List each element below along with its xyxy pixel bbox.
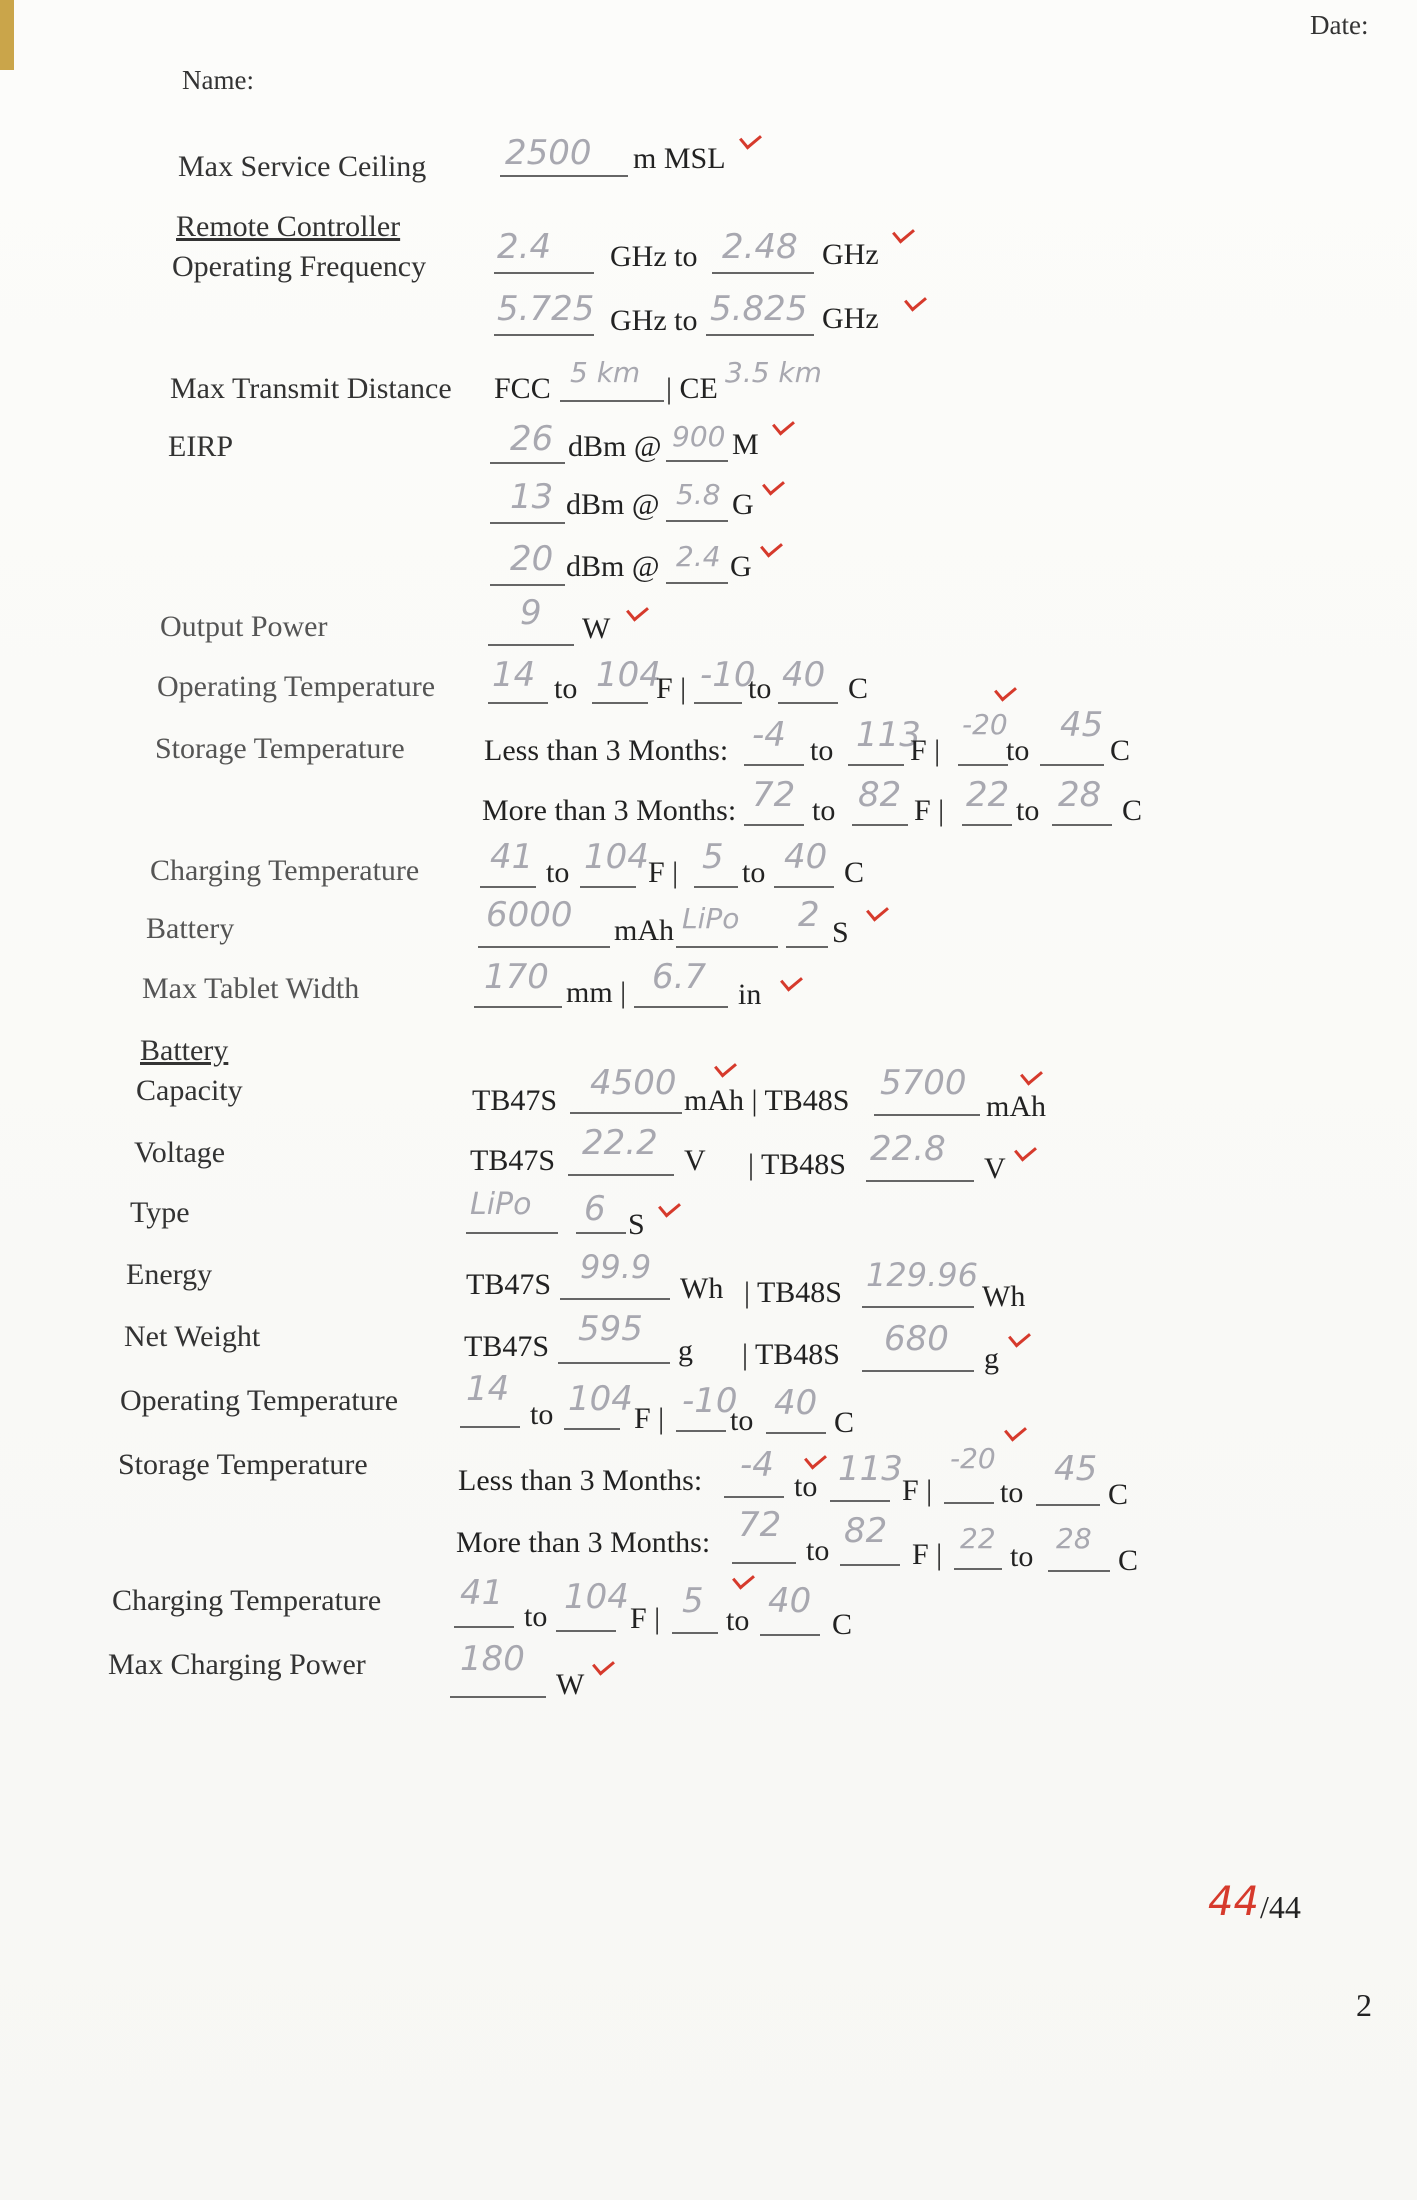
eirp2-blank [490,522,565,524]
s-unit: S [628,1208,645,1241]
b-operating-temperature-label: Operating Temperature [120,1384,399,1417]
freq2-start-answer: 5.725 [497,289,595,329]
b-st-lt-c1-blank [944,1502,994,1504]
eirp-label: EIRP [168,430,234,463]
max-charging-power-answer: 180 [460,1639,525,1679]
tablet-mm-blank [474,1006,562,1008]
net-weight-label: Net Weight [124,1320,261,1353]
more-than-3-months-label: More than 3 Months: [456,1526,711,1559]
st-mt-f2-blank [852,824,908,826]
b-op-c1-answer: -10 [682,1381,738,1421]
check-mark-icon [756,536,786,560]
b-charging-temperature-label: Charging Temperature [112,1584,382,1617]
b-op-f2-blank [564,1428,620,1430]
tb47s-label: TB47S [466,1268,552,1301]
freq1-start-blank [494,272,594,274]
to-label: to [806,1534,830,1567]
check-mark-icon [588,1654,618,1678]
b-st-mt-f2-answer: 82 [844,1511,888,1551]
eirp1-freq-blank [666,460,728,462]
max-service-ceiling-label: Max Service Ceiling [178,150,427,183]
b-op-c2-answer: 40 [774,1383,818,1423]
f-sep-label: F | [634,1402,665,1435]
b-ch-f1-blank [454,1626,514,1628]
check-mark-icon [862,900,892,924]
ch-c1-blank [694,886,738,888]
tb47s-label: TB47S [470,1144,556,1177]
battery-s-answer: 2 [798,895,820,935]
freq2-end-blank [706,334,814,336]
b-op-f1-blank [460,1426,520,1428]
eirp1-freq-answer: 900 [672,420,726,453]
m-unit: M [732,428,759,461]
to-label: to [554,672,578,705]
b-st-lt-f2-blank [830,1500,890,1502]
freq2-end-answer: 5.825 [710,289,808,329]
ghz-unit: GHz [822,238,879,271]
check-mark-icon [1004,1326,1034,1350]
tablet-mm-answer: 170 [484,957,549,997]
type-label: Type [130,1196,190,1229]
storage-temperature-label: Storage Temperature [155,732,405,765]
operating-frequency-label: Operating Frequency [172,250,427,283]
weight-48-blank [862,1370,974,1372]
freq2-start-blank [494,334,594,336]
b-st-mt-c1-answer: 22 [960,1522,996,1555]
b-type-s-answer: 6 [584,1189,606,1229]
st-mt-c2-answer: 28 [1058,775,1102,815]
st-lt-f1-answer: -4 [752,715,786,755]
output-power-blank [488,644,574,646]
check-mark-icon [735,128,765,152]
check-mark-icon [776,970,806,994]
ghz-to-label: GHz to [610,240,698,273]
to-label: to [524,1600,548,1633]
f-sep-label: F | [902,1474,933,1507]
c-unit: C [1122,794,1143,827]
st-lt-f2-answer: 113 [856,715,921,755]
less-than-3-months-label: Less than 3 Months: [458,1464,703,1497]
eirp2-freq-answer: 5.8 [676,478,721,511]
to-label: to [730,1404,754,1437]
b-ch-c2-blank [760,1634,820,1636]
freq1-end-blank [712,272,814,274]
op-temp-c2-blank [778,702,838,704]
operating-temperature-label: Operating Temperature [157,670,436,703]
in-unit: in [738,978,762,1011]
score-earned: 44 [1208,1879,1259,1925]
eirp3-blank [490,584,565,586]
ceiling-answer: 2500 [505,133,592,173]
c-unit: C [1118,1544,1139,1577]
wh-unit: Wh [680,1272,724,1305]
st-lt-f1-blank [744,764,804,766]
freq1-start-answer: 2.4 [497,227,552,267]
v-unit: V [684,1144,706,1177]
op-temp-c2-answer: 40 [782,655,826,695]
check-mark-icon [654,1196,684,1220]
f-sep-label: F | [630,1602,661,1635]
charging-temperature-label: Charging Temperature [150,854,420,887]
check-mark-icon [728,1568,758,1592]
battery-mah-answer: 6000 [486,895,573,935]
battery-label: Battery [146,912,235,945]
b-ch-c2-answer: 40 [768,1581,812,1621]
b-op-f1-answer: 14 [466,1369,510,1409]
eirp2-answer: 13 [510,477,554,517]
st-lt-c1-blank [958,764,1008,766]
cap-48-answer: 5700 [880,1063,967,1103]
b-storage-temperature-label: Storage Temperature [118,1448,368,1481]
fcc-blank [560,400,664,402]
to-label: to [726,1604,750,1637]
eirp3-freq-blank [666,582,728,584]
ch-c1-answer: 5 [702,837,724,877]
fcc-answer: 5 km [570,356,641,389]
c-unit: C [834,1406,855,1439]
b-st-mt-f1-answer: 72 [738,1505,782,1545]
op-temp-f1-answer: 14 [492,655,536,695]
voltage-label: Voltage [134,1136,226,1169]
tablet-in-answer: 6.7 [652,957,707,997]
to-label: to [530,1398,554,1431]
st-mt-c1-blank [962,824,1012,826]
battery-mah-blank [478,946,610,948]
tb48s-label: | TB48S [742,1338,840,1371]
g-unit: G [730,550,752,583]
to-label: to [812,794,836,827]
st-lt-c2-blank [1040,764,1104,766]
ch-f2-blank [580,886,636,888]
b-st-mt-f1-blank [732,1562,796,1564]
remote-controller-label: Remote Controller [176,210,401,243]
b-st-lt-c1-answer: -20 [950,1442,996,1475]
st-lt-f2-blank [848,764,904,766]
check-mark-icon [900,290,930,314]
tb47s-label: TB47S [472,1084,558,1117]
fcc-label: FCC [494,372,551,405]
f-sep-label: F | [648,856,679,889]
ceiling-blank [500,175,628,177]
m-msl-unit: m MSL [633,142,726,175]
b-ch-c1-blank [672,1632,718,1634]
to-label: to [1010,1540,1034,1573]
cap-47-answer: 4500 [590,1063,677,1103]
tb47s-label: TB47S [464,1330,550,1363]
battery-s-blank [786,946,828,948]
c-unit: C [848,672,869,705]
max-charging-power-label: Max Charging Power [108,1648,366,1681]
energy-47-answer: 99.9 [580,1248,652,1286]
volt-47-blank [568,1174,674,1176]
b-ch-f1-answer: 41 [460,1573,504,1613]
ce-label: | CE [666,372,718,405]
max-tablet-width-label: Max Tablet Width [142,972,360,1005]
ch-c2-blank [774,886,834,888]
eirp1-blank [490,462,565,464]
page-corner-tape [0,0,14,70]
volt-48-answer: 22.8 [870,1129,946,1169]
st-mt-c2-blank [1052,824,1112,826]
dbm-at-label: dBm @ [566,550,660,583]
b-st-mt-c1-blank [954,1568,1002,1570]
mah-unit: mAh [986,1090,1046,1123]
tablet-in-blank [634,1006,728,1008]
ghz-unit: GHz [822,302,879,335]
c-unit: C [844,856,865,889]
ch-f1-answer: 41 [490,837,534,877]
st-lt-c2-answer: 45 [1060,705,1104,745]
to-label: to [748,672,772,705]
battery-type-answer: LiPo [682,902,740,935]
check-mark-icon [888,222,918,246]
energy-47-blank [560,1298,670,1300]
check-mark-icon [1000,1420,1030,1444]
eirp3-freq-answer: 2.4 [676,540,721,573]
v-unit: V [984,1152,1006,1185]
b-type-s-blank [576,1232,626,1234]
b-ch-f2-blank [556,1630,616,1632]
b-st-mt-c2-answer: 28 [1056,1522,1092,1555]
volt-47-answer: 22.2 [582,1123,658,1163]
weight-47-answer: 595 [578,1309,643,1349]
check-mark-icon [622,600,652,624]
battery-heading: Battery [140,1034,229,1067]
check-mark-icon [1010,1140,1040,1164]
cap-47-blank [570,1112,682,1114]
mm-sep-label: mm | [566,976,627,1009]
to-label: to [1016,794,1040,827]
ch-c2-answer: 40 [784,837,828,877]
st-lt-c1-answer: -20 [962,708,1008,741]
c-unit: C [1110,734,1131,767]
battery-type-blank [676,946,778,948]
eirp1-answer: 26 [510,419,554,459]
name-label: Name: [182,65,254,95]
b-st-lt-f1-answer: -4 [740,1445,774,1485]
w-unit: W [556,1668,585,1701]
b-st-lt-f1-blank [724,1496,784,1498]
b-type-blank [466,1232,558,1234]
c-unit: C [1108,1478,1129,1511]
op-temp-c1-answer: -10 [700,655,756,695]
b-op-c1-blank [676,1430,726,1432]
check-mark-icon [1016,1064,1046,1088]
tb48s-label: | TB48S [744,1276,842,1309]
f-sep-label: F | [910,734,941,767]
g-unit: G [732,488,754,521]
g-unit: g [984,1342,999,1375]
g-unit: g [678,1334,693,1367]
weight-47-blank [558,1362,670,1364]
op-temp-f2-blank [592,702,648,704]
tb48s-label: | TB48S [748,1148,846,1181]
mah-tb48s-label: mAh | TB48S [684,1084,850,1117]
to-label: to [810,734,834,767]
b-ch-f2-answer: 104 [564,1577,629,1617]
b-st-mt-c2-blank [1048,1570,1110,1572]
check-mark-icon [990,680,1020,704]
energy-48-answer: 129.96 [866,1256,978,1294]
st-mt-f1-answer: 72 [752,775,796,815]
check-mark-icon [710,1056,740,1080]
energy-48-blank [862,1306,974,1308]
date-label: Date: [1310,10,1369,40]
op-temp-f2-answer: 104 [596,655,661,695]
volt-48-blank [866,1180,974,1182]
f-sep-label: F | [912,1538,943,1571]
b-type-answer: LiPo [470,1187,532,1222]
s-unit: S [832,916,849,949]
page-number: 2 [1356,1987,1372,2023]
to-label: to [1000,1476,1024,1509]
op-temp-c1-blank [694,702,742,704]
f-sep-label: F | [656,672,687,705]
b-st-lt-c2-answer: 45 [1054,1449,1098,1489]
ghz-to-label: GHz to [610,304,698,337]
ce-answer: 3.5 km [725,356,822,389]
b-st-lt-c2-blank [1036,1504,1100,1506]
st-mt-c1-answer: 22 [966,775,1010,815]
eirp2-freq-blank [666,520,728,522]
dbm-at-label: dBm @ [568,430,662,463]
ch-f2-answer: 104 [584,837,649,877]
op-temp-f1-blank [488,702,548,704]
max-transmit-distance-label: Max Transmit Distance [170,372,452,405]
st-mt-f1-blank [744,824,804,826]
check-mark-icon [800,1448,830,1472]
capacity-label: Capacity [136,1074,243,1107]
to-label: to [1006,734,1030,767]
b-ch-c1-answer: 5 [682,1581,704,1621]
st-mt-f2-answer: 82 [858,775,902,815]
mah-unit: mAh [614,914,674,947]
energy-label: Energy [126,1258,213,1291]
to-label: to [742,856,766,889]
less-than-3-months-label: Less than 3 Months: [484,734,729,767]
check-mark-icon [768,414,798,438]
b-st-lt-f2-answer: 113 [838,1449,903,1489]
check-mark-icon [758,474,788,498]
f-sep-label: F | [914,794,945,827]
freq1-end-answer: 2.48 [722,227,798,267]
ch-f1-blank [480,886,536,888]
max-charging-power-blank [450,1696,546,1698]
eirp3-answer: 20 [510,539,554,579]
cap-48-blank [874,1114,980,1116]
output-power-label: Output Power [160,610,328,643]
b-st-mt-f2-blank [840,1564,900,1566]
more-than-3-months-label: More than 3 Months: [482,794,737,827]
b-op-c2-blank [766,1432,826,1434]
score-total: /44 [1260,1889,1301,1925]
b-op-f2-answer: 104 [568,1379,633,1419]
to-label: to [546,856,570,889]
c-unit: C [832,1608,853,1641]
to-label: to [794,1470,818,1503]
w-unit: W [582,612,611,645]
weight-48-answer: 680 [884,1319,949,1359]
output-power-answer: 9 [520,593,542,633]
dbm-at-label: dBm @ [566,488,660,521]
wh-unit: Wh [982,1280,1026,1313]
